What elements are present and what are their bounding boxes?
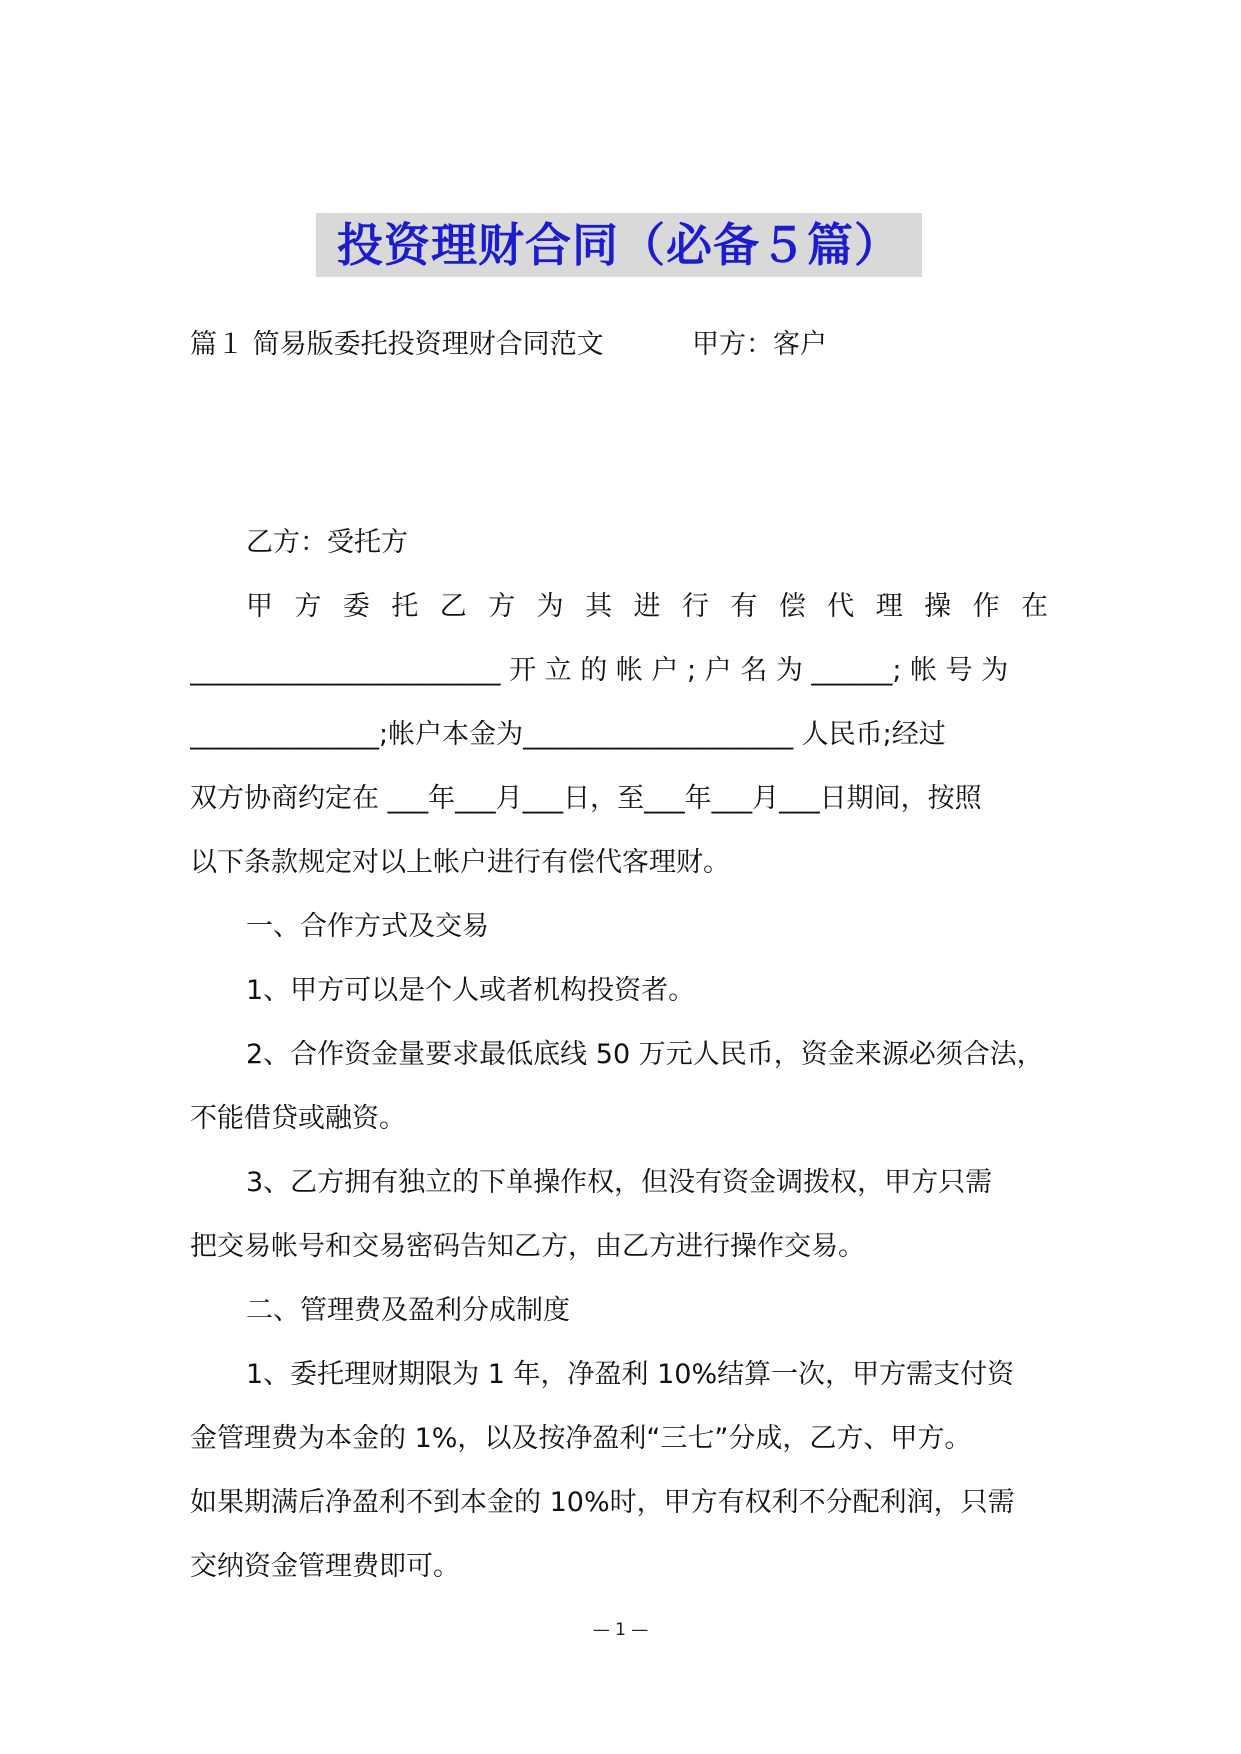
justified-char: 乙 [439,591,467,622]
clause-2-1-line-3: 如果期满后净盈利不到本金的 10%时，甲方有权利不分配利润，只需 [190,1487,1015,1518]
justified-char: 行 [681,591,709,622]
section-header-left: 篇１ 简易版委托投资理财合同范文 [190,329,604,360]
justified-char: 理 [875,591,903,622]
paragraph-1-line-5: 以下条款规定对以上帐户进行有偿代客理财。 [190,847,730,878]
paragraph-1-line-4: 双方协商约定在 ___年___月___日，至___年___月___日期间，按照 [190,783,982,814]
paragraph-1-line-2: _______________________ 开 立 的 帐 户 ; 户 名 为 ______; 帐 号 为 [190,655,1009,686]
title-highlight [316,213,922,277]
clause-2-1-line-2: 金管理费为本金的 1%，以及按净盈利“三七”分成，乙方、甲方。 [190,1423,972,1454]
justified-char: 在 [1021,591,1048,622]
justified-char: 方 [488,591,516,622]
clause-1-2-line-2: 不能借贷或融资。 [190,1103,406,1134]
justified-char: 方 [294,591,322,622]
clause-1-3-line-1: 3、乙方拥有独立的下单操作权，但没有资金调拨权，甲方只需 [246,1167,993,1198]
party-b-line: 乙方：受托方 [246,527,408,558]
paragraph-1-line-3: ______________;帐户本金为____________________ 人民币;经过 [190,719,946,750]
clause-2-1-line-4: 交纳资金管理费即可。 [190,1551,460,1582]
justified-char: 为 [536,591,564,622]
clause-1-2-line-1: 2、合作资金量要求最低底线 50 万元人民币，资金来源必须合法， [246,1039,1044,1070]
justified-char: 进 [633,591,661,622]
section-header-right: 甲方：客户 [692,329,827,360]
justified-char: 偿 [778,591,806,622]
justified-char: 代 [827,591,855,622]
document-title: 投资理财合同（必备５篇） [337,218,901,272]
justified-char: 托 [391,591,419,622]
justified-char: 甲 [246,591,273,622]
justified-char: 操 [924,591,952,622]
heading-cooperation: 一、合作方式及交易 [246,911,489,942]
clause-2-1-line-1: 1、委托理财期限为 1 年，净盈利 10%结算一次，甲方需支付资 [246,1359,1015,1390]
justified-char: 作 [972,591,1000,622]
justified-char: 其 [585,591,613,622]
justified-char: 委 [342,591,370,622]
paragraph-1-line-1 [246,587,1048,627]
clause-1-3-line-2: 把交易帐号和交易密码告知乙方，由乙方进行操作交易。 [190,1231,865,1262]
page-number: — 1 — [592,1620,649,1640]
justified-char: 有 [730,591,758,622]
clause-1-1: 1、甲方可以是个人或者机构投资者。 [246,975,696,1006]
heading-fees: 二、管理费及盈利分成制度 [246,1295,570,1326]
